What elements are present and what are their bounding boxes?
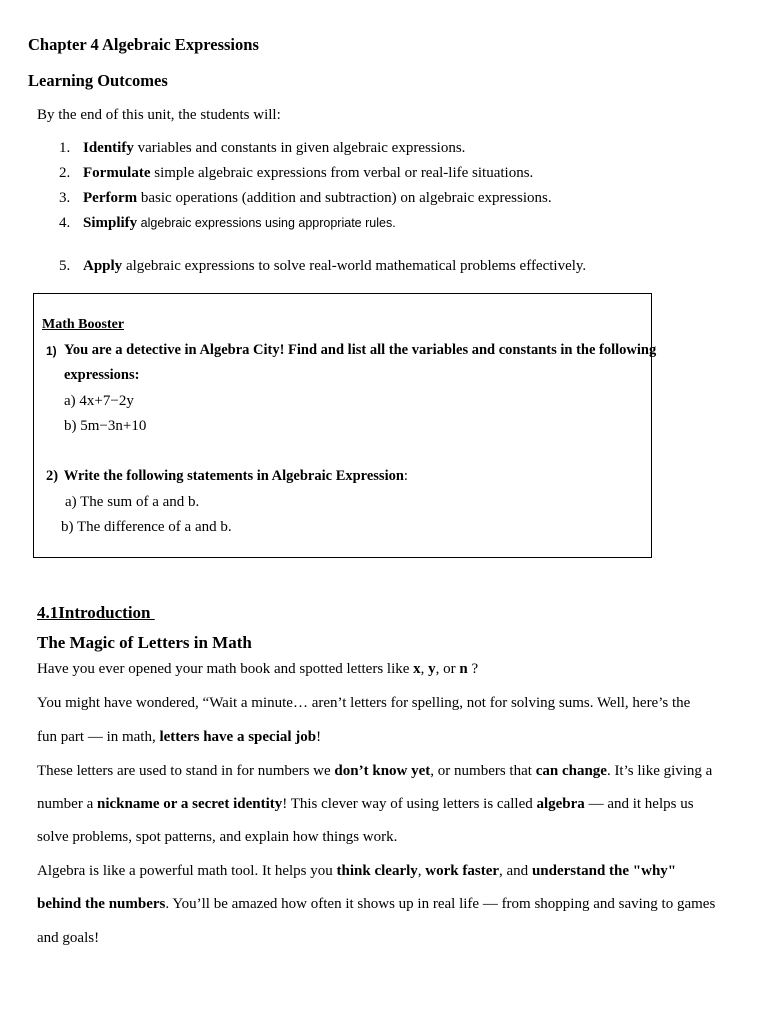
- question-2: [46, 468, 408, 485]
- text-run: — and it helps us: [584, 796, 694, 812]
- list-item: [59, 258, 587, 275]
- outcome-text: basic operations (addition and subtraction) on algebraic expressions.: [137, 190, 552, 206]
- expression-a: a) 4x+7−2y: [64, 393, 134, 409]
- outcome-text: variables and constants in given algebraic expressions.: [133, 140, 466, 156]
- list-number: 3.: [59, 190, 71, 206]
- paragraph-line: [37, 796, 694, 813]
- text-run: These letters are used to stand in for numbers we: [37, 763, 335, 779]
- text-run: ,: [417, 863, 426, 879]
- outcome-text: simple algebraic expressions from verbal or real-life situations.: [150, 165, 534, 181]
- paragraph-line: [37, 763, 712, 780]
- text-run: , and: [499, 863, 532, 879]
- list-item: [59, 140, 466, 157]
- bold-phrase: work faster: [425, 863, 500, 879]
- outcome-keyword: Perform: [83, 190, 138, 206]
- paragraph-line: [37, 896, 715, 913]
- question-text: Write the following statements in Algebraic Expression: [63, 468, 404, 484]
- question-text-continued: expressions:: [64, 367, 140, 383]
- bold-phrase: behind the numbers: [37, 896, 166, 912]
- list-number: 1.: [59, 140, 71, 156]
- text-run: !: [316, 729, 322, 745]
- text-run: Algebra is like a powerful math tool. It helps you: [37, 863, 337, 879]
- statement-a: a) The sum of a and b.: [65, 494, 200, 510]
- outcome-keyword: Apply: [83, 258, 123, 274]
- outcome-text: algebraic expressions using appropriate rules.: [137, 216, 396, 230]
- list-item: [59, 165, 534, 182]
- letter-y: y: [428, 661, 436, 677]
- bold-phrase: don’t know yet: [334, 763, 431, 779]
- expression-b: b) 5m−3n+10: [64, 418, 147, 434]
- bold-phrase: understand the "why": [531, 863, 677, 879]
- bold-phrase: letters have a special job: [159, 729, 317, 745]
- bold-phrase: nickname or a secret identity: [96, 796, 283, 812]
- list-item: [59, 190, 552, 207]
- list-number: 2.: [59, 165, 71, 181]
- outcome-keyword: Simplify: [83, 215, 138, 231]
- question-colon: :: [403, 468, 408, 484]
- question-number: 2): [46, 468, 59, 484]
- text-run: ! This clever way of using letters is called: [282, 796, 537, 812]
- text-run: . It’s like giving a: [606, 763, 713, 779]
- paragraph-line: [37, 661, 478, 678]
- bold-phrase: think clearly: [336, 863, 418, 879]
- statement-b: b) The difference of a and b.: [61, 519, 232, 535]
- paragraph-line: You might have wondered, “Wait a minute… aren’t letters for spelling, not for solving sums. Well, here’s the: [37, 695, 691, 711]
- outcome-keyword: Formulate: [83, 165, 151, 181]
- text-run: , or numbers that: [430, 763, 536, 779]
- section-heading: 4.1Introduction: [37, 603, 155, 622]
- question-number: 1): [46, 344, 57, 358]
- text-run: , or: [435, 661, 460, 677]
- chapter-title: Chapter 4 Algebraic Expressions: [28, 35, 259, 54]
- list-number: 5.: [59, 258, 71, 274]
- paragraph-line: [37, 729, 321, 746]
- math-booster-title: Math Booster: [42, 317, 125, 332]
- text-run: number a: [37, 796, 97, 812]
- paragraph-line: solve problems, spot patterns, and explain how things work.: [37, 829, 398, 845]
- text-run: fun part — in math,: [37, 729, 160, 745]
- question-text: You are a detective in Algebra City! Find and list all the variables and constants in the following: [64, 342, 657, 358]
- section-subheading: The Magic of Letters in Math: [37, 633, 252, 652]
- bold-phrase: algebra: [536, 796, 585, 812]
- outcome-keyword: Identify: [83, 140, 134, 156]
- text-run: Have you ever opened your math book and spotted letters like: [37, 661, 414, 677]
- text-run: . You’ll be amazed how often it shows up in real life — from shopping and saving to games: [165, 896, 716, 912]
- letter-n: n: [459, 661, 468, 677]
- outcome-text: algebraic expressions to solve real-world mathematical problems effectively.: [122, 258, 587, 274]
- text-run: ,: [420, 661, 429, 677]
- learning-outcomes-heading: Learning Outcomes: [28, 71, 168, 90]
- list-number: 4.: [59, 215, 71, 231]
- intro-sentence: By the end of this unit, the students will:: [37, 107, 281, 123]
- list-item: [59, 215, 396, 232]
- bold-phrase: can change: [535, 763, 607, 779]
- text-run: ?: [467, 661, 479, 677]
- letter-x: x: [413, 661, 421, 677]
- paragraph-line: and goals!: [37, 930, 100, 946]
- paragraph-line: [37, 863, 676, 880]
